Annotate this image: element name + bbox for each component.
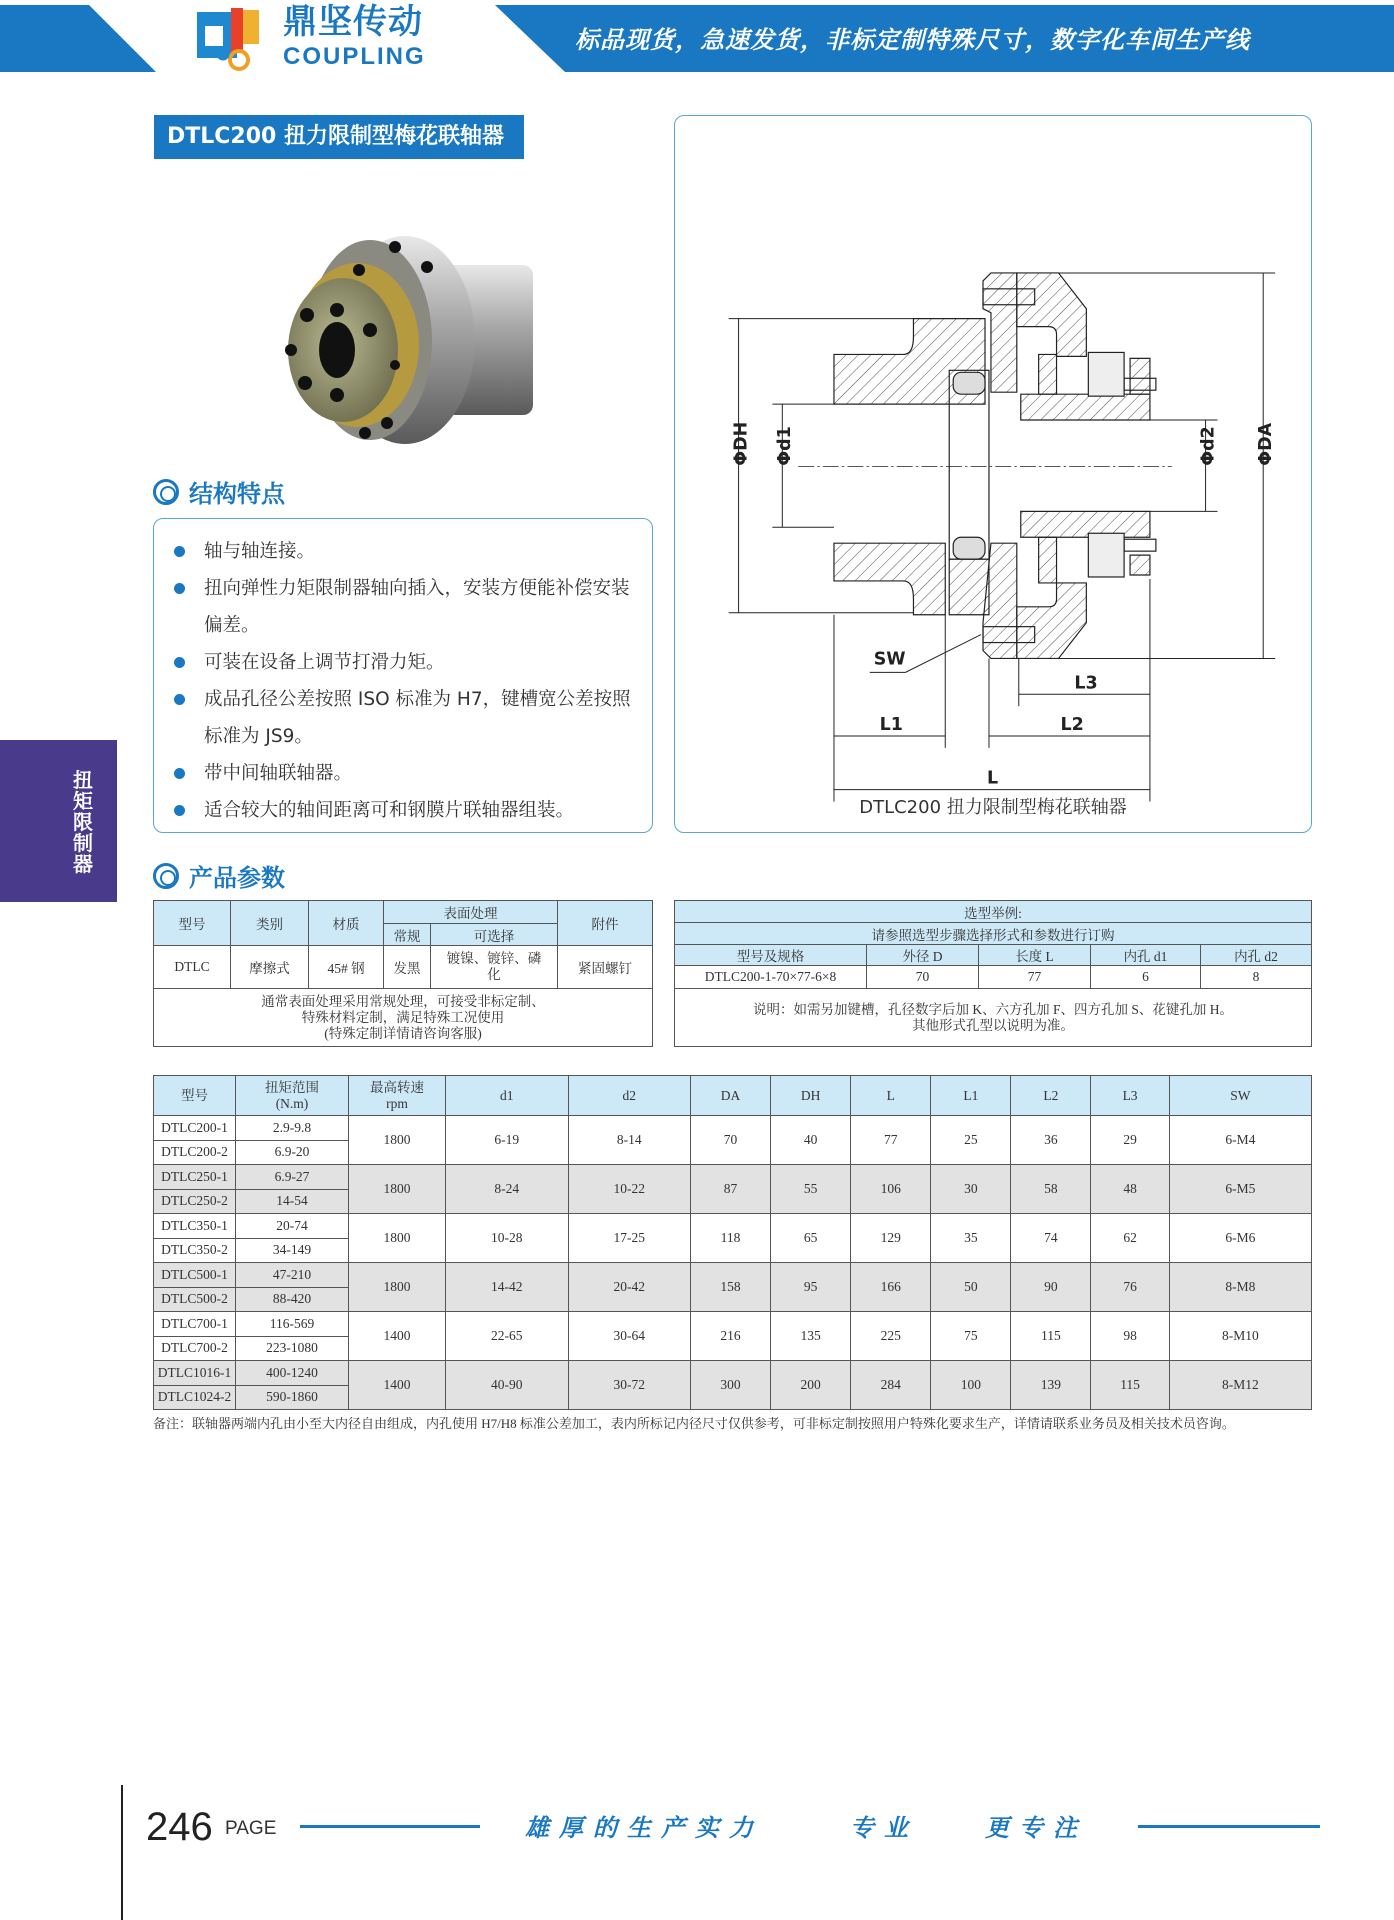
- table-footnote: 备注：联轴器两端内孔由小至大内径自由组成，内孔使用 H7/H8 标准公差加工，表内所标记内径尺寸仅供参考，可非标定制按照用户特殊化要求生产，详情请联系业务员及相关技术员咨询。: [153, 1416, 1235, 1431]
- torque-cell: 6.9-20: [236, 1140, 349, 1165]
- model-cell: DTLC250-2: [154, 1189, 236, 1214]
- ring-bullet-icon: [153, 479, 179, 505]
- ring-bullet-icon: [153, 863, 179, 889]
- model-cell: DTLC350-1: [154, 1214, 236, 1239]
- cell: 6: [1091, 966, 1201, 989]
- diagram-panel: [674, 115, 1312, 833]
- th-surface: 表面处理: [384, 901, 558, 924]
- value-cell: 8-24: [446, 1165, 569, 1214]
- logo: [195, 4, 280, 72]
- example-note: [675, 989, 1312, 1047]
- value-cell: 8-M12: [1169, 1361, 1311, 1410]
- torque-cell: 2.9-9.8: [236, 1116, 349, 1141]
- spec-note: [154, 989, 653, 1047]
- value-cell: 87: [691, 1165, 771, 1214]
- diagram-caption: DTLC200 扭力限制型梅花联轴器: [859, 797, 1127, 818]
- value-cell: 8-M10: [1169, 1312, 1311, 1361]
- feature-item: 可装在设备上调节打滑力矩。: [164, 644, 642, 681]
- cell: DTLC: [154, 946, 231, 989]
- value-cell: 129: [851, 1214, 931, 1263]
- value-cell: 10-22: [568, 1165, 691, 1214]
- example-table: [674, 900, 1312, 1047]
- spec-table: [153, 900, 653, 1047]
- model-cell: DTLC500-1: [154, 1263, 236, 1288]
- cell: 镀镍、镀锌、磷化: [431, 946, 558, 989]
- table-header: d2: [568, 1076, 691, 1116]
- table-header: DA: [691, 1076, 771, 1116]
- value-cell: 300: [691, 1361, 771, 1410]
- torque-cell: 20-74: [236, 1214, 349, 1239]
- torque-cell: 400-1240: [236, 1361, 349, 1386]
- torque-cell: 34-149: [236, 1238, 349, 1263]
- label-sw: SW: [873, 649, 906, 670]
- value-cell: 40-90: [446, 1361, 569, 1410]
- footer-line-right: [1138, 1825, 1320, 1828]
- label-da: ΦDA: [1256, 422, 1277, 466]
- value-cell: 225: [851, 1312, 931, 1361]
- value-cell: 10-28: [446, 1214, 569, 1263]
- value-cell: 1400: [349, 1312, 446, 1361]
- page-label: PAGE: [225, 1818, 277, 1839]
- th-model: 型号: [154, 901, 231, 946]
- th: 型号及规格: [675, 945, 867, 966]
- label-dh: ΦDH: [731, 421, 752, 466]
- value-cell: 8-14: [568, 1116, 691, 1165]
- cell: 70: [867, 966, 979, 989]
- value-cell: 1800: [349, 1263, 446, 1312]
- value-cell: 35: [931, 1214, 1011, 1263]
- value-cell: 30: [931, 1165, 1011, 1214]
- logo-en: COUPLING: [283, 43, 426, 70]
- side-category-tab[interactable]: [0, 740, 117, 902]
- table-header: L1: [931, 1076, 1011, 1116]
- cell: 发黑: [384, 946, 431, 989]
- torque-cell: 223-1080: [236, 1336, 349, 1361]
- model-cell: DTLC350-2: [154, 1238, 236, 1263]
- technical-drawing: [675, 241, 1295, 789]
- logo-mark-icon: [195, 4, 280, 72]
- note-line: 特殊材料定制，满足特殊工况使用: [301, 1009, 505, 1025]
- th-material: 材质: [309, 901, 384, 946]
- value-cell: 30-72: [568, 1361, 691, 1410]
- th-normal: 常规: [384, 924, 431, 946]
- value-cell: 48: [1091, 1165, 1169, 1214]
- footer-slogan-3: 更专注: [985, 1814, 1087, 1842]
- table-row: [154, 1263, 1312, 1288]
- th: 内孔 d1: [1091, 945, 1201, 966]
- th: 外径 D: [867, 945, 979, 966]
- torque-cell: 47-210: [236, 1263, 349, 1288]
- value-cell: 158: [691, 1263, 771, 1312]
- features-heading: [153, 474, 285, 509]
- value-cell: 166: [851, 1263, 931, 1312]
- label-l: L: [986, 768, 999, 789]
- value-cell: 50: [931, 1263, 1011, 1312]
- cell: 紧固螺钉: [558, 946, 653, 989]
- value-cell: 29: [1091, 1116, 1169, 1165]
- model-cell: DTLC700-1: [154, 1312, 236, 1337]
- value-cell: 6-M5: [1169, 1165, 1311, 1214]
- feature-item: 适合较大的轴间距离可和钢膜片联轴器组装。: [164, 792, 642, 829]
- feature-item: 轴与轴连接。: [164, 533, 642, 570]
- left-hub-lower: [834, 543, 945, 615]
- product-photo: [265, 205, 545, 445]
- cell: DTLC200-1-70×77-6×8: [675, 966, 867, 989]
- value-cell: 20-42: [568, 1263, 691, 1312]
- value-cell: 65: [771, 1214, 851, 1263]
- footer-divider: [121, 1785, 123, 1920]
- table-header: L: [851, 1076, 931, 1116]
- value-cell: 1800: [349, 1116, 446, 1165]
- torque-cell: 14-54: [236, 1189, 349, 1214]
- value-cell: 40: [771, 1116, 851, 1165]
- example-title: 选型举例:: [675, 901, 1312, 923]
- model-cell: DTLC250-1: [154, 1165, 236, 1190]
- label-l3: L3: [1074, 673, 1098, 694]
- torque-cell: 88-420: [236, 1287, 349, 1312]
- value-cell: 139: [1011, 1361, 1091, 1410]
- value-cell: 74: [1011, 1214, 1091, 1263]
- model-cell: DTLC1024-2: [154, 1385, 236, 1410]
- value-cell: 95: [771, 1263, 851, 1312]
- header-band-left: [0, 5, 156, 72]
- feature-item: 带中间轴联轴器。: [164, 755, 642, 792]
- value-cell: 118: [691, 1214, 771, 1263]
- value-cell: 58: [1011, 1165, 1091, 1214]
- table-row: [154, 1312, 1312, 1337]
- table-header: 扭矩范围 (N.m): [236, 1076, 349, 1116]
- cell: 摩擦式: [231, 946, 309, 989]
- torque-cell: 6.9-27: [236, 1165, 349, 1190]
- value-cell: 100: [931, 1361, 1011, 1410]
- value-cell: 200: [771, 1361, 851, 1410]
- footer-line-left: [300, 1825, 480, 1828]
- cell: 8: [1201, 966, 1312, 989]
- footer-slogan-2: 专业: [850, 1814, 918, 1842]
- flange-upper: [983, 273, 1017, 392]
- table-header: SW: [1169, 1076, 1311, 1116]
- value-cell: 115: [1011, 1312, 1091, 1361]
- value-cell: 30-64: [568, 1312, 691, 1361]
- value-cell: 6-19: [446, 1116, 569, 1165]
- params-heading-text: 产品参数: [189, 864, 285, 892]
- label-d1: Φd1: [775, 426, 796, 466]
- table-header: 型号: [154, 1076, 236, 1116]
- side-tab-label: 扭矩限制器: [73, 768, 93, 876]
- model-cell: DTLC500-2: [154, 1287, 236, 1312]
- model-cell: DTLC200-2: [154, 1140, 236, 1165]
- value-cell: 6-M6: [1169, 1214, 1311, 1263]
- page-number: 246: [146, 1805, 213, 1849]
- table-header: L3: [1091, 1076, 1169, 1116]
- features-heading-text: 结构特点: [189, 480, 285, 508]
- value-cell: 6-M4: [1169, 1116, 1311, 1165]
- model-cell: DTLC200-1: [154, 1116, 236, 1141]
- header-slogan: 标品现货，急速发货，非标定制特殊尺寸，数字化车间生产线: [575, 26, 1250, 54]
- table-row: [154, 1214, 1312, 1239]
- th-accessory: 附件: [558, 901, 653, 946]
- th: 内孔 d2: [1201, 945, 1312, 966]
- value-cell: 76: [1091, 1263, 1169, 1312]
- th-optional: 可选择: [431, 924, 558, 946]
- value-cell: 115: [1091, 1361, 1169, 1410]
- value-cell: 1800: [349, 1165, 446, 1214]
- value-cell: 284: [851, 1361, 931, 1410]
- value-cell: 98: [1091, 1312, 1169, 1361]
- feature-item: 扭向弹性力矩限制器轴向插入，安装方便能补偿安装偏差。: [164, 570, 642, 644]
- label-l2: L2: [1060, 714, 1084, 735]
- note-line: 其他形式孔型以说明为准。: [912, 1017, 1074, 1033]
- th: 长度 L: [979, 945, 1091, 966]
- dimension-table: [153, 1075, 1312, 1410]
- value-cell: 55: [771, 1165, 851, 1214]
- value-cell: 135: [771, 1312, 851, 1361]
- note-line: 通常表面处理采用常规处理，可接受非标定制、: [261, 993, 545, 1009]
- table-header: DH: [771, 1076, 851, 1116]
- cell: 77: [979, 966, 1091, 989]
- value-cell: 25: [931, 1116, 1011, 1165]
- table-row: [154, 1165, 1312, 1190]
- value-cell: 1400: [349, 1361, 446, 1410]
- value-cell: 70: [691, 1116, 771, 1165]
- features-list: [153, 518, 653, 833]
- value-cell: 106: [851, 1165, 931, 1214]
- table-header: d1: [446, 1076, 569, 1116]
- table-header: L2: [1011, 1076, 1091, 1116]
- th-type: 类别: [231, 901, 309, 946]
- value-cell: 216: [691, 1312, 771, 1361]
- value-cell: 17-25: [568, 1214, 691, 1263]
- model-cell: DTLC700-2: [154, 1336, 236, 1361]
- value-cell: 14-42: [446, 1263, 569, 1312]
- value-cell: 62: [1091, 1214, 1169, 1263]
- params-heading: [153, 858, 285, 893]
- value-cell: 8-M8: [1169, 1263, 1311, 1312]
- torque-cell: 590-1860: [236, 1385, 349, 1410]
- table-row: [154, 1116, 1312, 1141]
- note-line: (特殊定制详情请咨询客服): [324, 1025, 482, 1041]
- logo-cn: 鼎坚传动: [283, 2, 423, 42]
- value-cell: 77: [851, 1116, 931, 1165]
- model-cell: DTLC1016-1: [154, 1361, 236, 1386]
- table-row: [154, 1361, 1312, 1386]
- note-line: 说明：如需另加键槽，孔径数字后加 K、六方孔加 F、四方孔加 S、花键孔加 H。: [752, 1001, 1233, 1017]
- cell: 45# 钢: [309, 946, 384, 989]
- value-cell: 1800: [349, 1214, 446, 1263]
- product-title: DTLC200 扭力限制型梅花联轴器: [154, 115, 524, 159]
- value-cell: 36: [1011, 1116, 1091, 1165]
- table-header: 最高转速 rpm: [349, 1076, 446, 1116]
- footer-slogan-1: 雄厚的生产实力: [525, 1814, 763, 1842]
- value-cell: 75: [931, 1312, 1011, 1361]
- label-d2: Φd2: [1198, 426, 1219, 466]
- value-cell: 22-65: [446, 1312, 569, 1361]
- label-l1: L1: [879, 714, 903, 735]
- torque-cell: 116-569: [236, 1312, 349, 1337]
- feature-item: 成品孔径公差按照 ISO 标准为 H7，键槽宽公差按照标准为 JS9。: [164, 681, 642, 755]
- example-subtitle: 请参照选型步骤选择形式和参数进行订购: [675, 923, 1312, 945]
- value-cell: 90: [1011, 1263, 1091, 1312]
